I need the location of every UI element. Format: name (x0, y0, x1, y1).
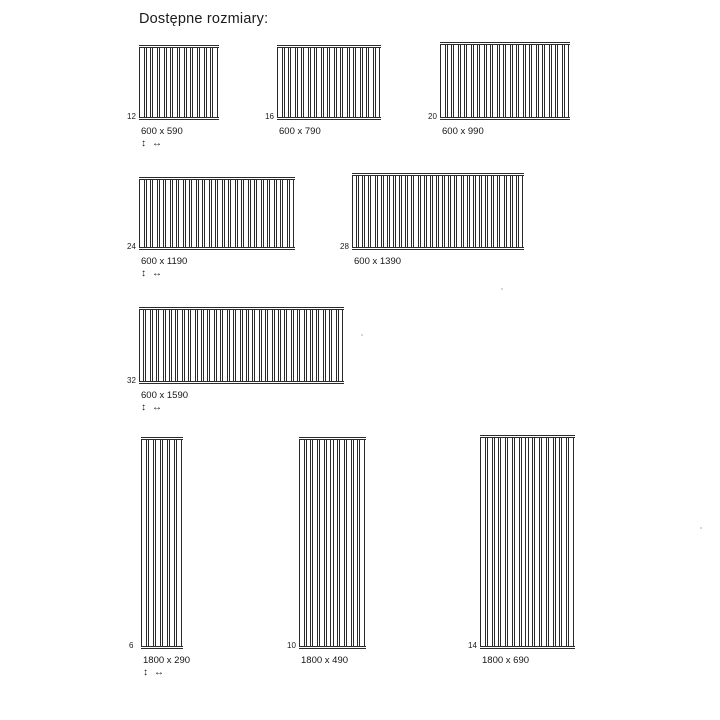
radiator-tube (456, 173, 461, 250)
radiator-tube (248, 307, 253, 384)
radiator-tube (342, 45, 348, 120)
radiator-bottom-rail (139, 381, 344, 384)
size-label: 600 x 1190 (141, 256, 188, 267)
radiator-tube (368, 45, 374, 120)
radiator-tube (299, 307, 304, 384)
radiator-tube (420, 173, 425, 250)
radiator-tube (229, 307, 234, 384)
radiator-tube (242, 307, 247, 384)
radiator-tube (204, 177, 210, 250)
radiator-illustration (299, 437, 366, 649)
radiator-tube (148, 437, 154, 649)
radiator-tube (274, 307, 279, 384)
radiator-tube (312, 437, 318, 649)
radiator-tube (333, 437, 339, 649)
radiator-tube (514, 435, 520, 649)
radiator-top-rail (139, 45, 219, 48)
radiator-tube (178, 177, 184, 250)
radiator-tube (440, 42, 446, 120)
radiator-tube (426, 173, 431, 250)
radiator-tube (499, 173, 504, 250)
radiator-tube (310, 45, 316, 120)
radiator-tube (475, 173, 480, 250)
radiator-tube (383, 173, 388, 250)
radiator-tube (336, 45, 342, 120)
radiator-bottom-rail (139, 117, 219, 120)
radiator-tube (460, 42, 466, 120)
radiator-tube (323, 45, 329, 120)
dimension-icons (141, 138, 168, 149)
radiator-tube (486, 42, 492, 120)
radiator-tube (370, 173, 375, 250)
radiator-tube (331, 307, 336, 384)
radiator-tube (165, 307, 170, 384)
radiator-tube (506, 173, 511, 250)
page-title: Dostępne rozmiary: (139, 11, 269, 27)
radiator-tube (158, 307, 163, 384)
tube-count-label: 28 (340, 242, 349, 251)
radiator-tube (203, 307, 208, 384)
radiator-tube (557, 42, 563, 120)
radiator-illustration (141, 437, 183, 649)
radiator-tube (224, 177, 230, 250)
radiator-tube (413, 173, 418, 250)
size-label: 600 x 1590 (141, 390, 189, 401)
radiator-tube (276, 177, 282, 250)
radiator-tube (162, 437, 168, 649)
tube-count-label: 20 (428, 112, 437, 121)
radiator-tube (212, 45, 218, 120)
radiator-tube (450, 173, 455, 250)
radiator-illustration (480, 435, 575, 649)
tube-count-label: 10 (287, 641, 296, 650)
radiator-top-rail (277, 45, 381, 48)
radiator-tube (256, 177, 262, 250)
radiator-tube (172, 45, 178, 120)
size-label: 600 x 1390 (354, 256, 402, 267)
radiator-tube (185, 177, 191, 250)
radiator-tube (139, 307, 144, 384)
radiator-tube (505, 42, 511, 120)
radiator-tube (463, 173, 468, 250)
size-label: 600 x 990 (442, 126, 484, 137)
radiator-tube (284, 45, 290, 120)
radiator-top-rail (480, 435, 575, 438)
radiator-tube (217, 177, 223, 250)
radiator-tube (186, 45, 192, 120)
radiator-tube (534, 435, 540, 649)
radiator-tube (282, 177, 288, 250)
radiator-tube (152, 177, 158, 250)
radiator-tube (237, 177, 243, 250)
radiator-tube (184, 307, 189, 384)
radiator-tube (146, 45, 152, 120)
radiator-tube (326, 437, 332, 649)
radiator-top-rail (299, 437, 366, 440)
radiator-tube (286, 307, 291, 384)
radiator-tube (250, 177, 256, 250)
radiator-tube (269, 177, 275, 250)
radiator-top-rail (139, 307, 344, 310)
radiator-tube (480, 435, 486, 649)
radiator-tube (339, 437, 345, 649)
radiator-tube (507, 435, 513, 649)
radiator-bottom-rail (352, 247, 524, 250)
radiator-tube (209, 307, 214, 384)
dimension-icons (143, 667, 170, 678)
horizontal-arrow-icon: ↔ (152, 268, 168, 279)
radiator-tube (280, 307, 285, 384)
radiator-tube (152, 307, 157, 384)
radiator-tube (216, 307, 221, 384)
radiator-tube (353, 437, 359, 649)
radiator-tube (541, 435, 547, 649)
paper-speck (700, 527, 702, 529)
radiator-illustration (139, 307, 344, 384)
radiator-tube (355, 45, 361, 120)
radiator-tube (289, 177, 295, 250)
radiator-tube (512, 173, 517, 250)
radiator-tube (329, 45, 335, 120)
tube-count-label: 6 (129, 641, 134, 650)
tube-count-label: 12 (127, 112, 136, 121)
radiator-tube (487, 435, 493, 649)
radiator-tube (159, 45, 165, 120)
radiator-tube (152, 45, 158, 120)
size-label: 1800 x 490 (301, 655, 349, 666)
radiator-tube (444, 173, 449, 250)
dimension-icons (141, 268, 168, 279)
radiator-illustration (139, 177, 295, 250)
radiator-tube (492, 42, 498, 120)
horizontal-arrow-icon: ↔ (152, 138, 168, 149)
radiator-tube (568, 435, 574, 649)
radiator-top-rail (139, 177, 295, 180)
radiator-tube (479, 42, 485, 120)
radiator-bottom-rail (299, 646, 366, 649)
radiator-tube (199, 45, 205, 120)
radiator-tube (171, 307, 176, 384)
radiator-tube (222, 307, 227, 384)
radiator-illustration (139, 45, 219, 120)
horizontal-arrow-icon: ↔ (152, 402, 168, 413)
tube-count-label: 32 (127, 376, 136, 385)
radiator-tube (139, 177, 145, 250)
radiator-bottom-rail (440, 117, 570, 120)
radiator-tube (211, 177, 217, 250)
radiator-tube (518, 42, 524, 120)
radiator-tube (555, 435, 561, 649)
radiator-tube (364, 173, 369, 250)
radiator-tube (254, 307, 259, 384)
vertical-arrow-icon: ↕ (141, 138, 152, 149)
radiator-tube (169, 437, 175, 649)
tube-count-label: 16 (265, 112, 274, 121)
radiator-tube (525, 42, 531, 120)
radiator-tube (159, 177, 165, 250)
radiator-top-rail (141, 437, 183, 440)
radiator-bottom-rail (480, 646, 575, 649)
radiator-tube (561, 435, 567, 649)
radiator-tube (243, 177, 249, 250)
vertical-arrow-icon: ↕ (141, 268, 152, 279)
radiator-tube (453, 42, 459, 120)
radiator-tube (352, 173, 357, 250)
radiator-tube (318, 307, 323, 384)
radiator-tube (469, 173, 474, 250)
radiator-tube (447, 42, 453, 120)
radiator-tube (198, 177, 204, 250)
radiator-tube (407, 173, 412, 250)
radiator-tube (548, 435, 554, 649)
radiator-tube (166, 45, 172, 120)
vertical-arrow-icon: ↕ (143, 667, 154, 678)
radiator-tube (518, 173, 523, 250)
radiator-tube (358, 173, 363, 250)
radiator-tube (395, 173, 400, 250)
radiator-tube (176, 437, 182, 649)
radiator-tube (401, 173, 406, 250)
radiator-tube (165, 177, 171, 250)
radiator-tube (139, 45, 145, 120)
radiator-tube (293, 307, 298, 384)
radiator-tube (362, 45, 368, 120)
size-label: 600 x 590 (141, 126, 183, 137)
radiator-tube (303, 45, 309, 120)
radiator-tube (349, 45, 355, 120)
radiator-tube (299, 437, 305, 649)
radiator-illustration (440, 42, 570, 120)
radiator-tube (493, 173, 498, 250)
radiator-tube (481, 173, 486, 250)
radiator-tube (177, 307, 182, 384)
radiator-tube (551, 42, 557, 120)
radiator-tube (230, 177, 236, 250)
radiator-tube (263, 177, 269, 250)
radiator-tube (500, 435, 506, 649)
radiator-tube (235, 307, 240, 384)
radiator-tube (155, 437, 161, 649)
radiator-tube (544, 42, 550, 120)
radiator-tube (190, 307, 195, 384)
radiator-tube (172, 177, 178, 250)
radiator-tube (389, 173, 394, 250)
radiator-tube (325, 307, 330, 384)
radiator-bottom-rail (277, 117, 381, 120)
radiator-tube (473, 42, 479, 120)
vertical-arrow-icon: ↕ (141, 402, 152, 413)
radiator-tube (297, 45, 303, 120)
size-label: 1800 x 690 (482, 655, 530, 666)
radiator-tube (146, 177, 152, 250)
radiator-tube (197, 307, 202, 384)
radiator-tube (141, 437, 147, 649)
radiator-tube (267, 307, 272, 384)
radiator-tube (499, 42, 505, 120)
radiator-tube (375, 45, 381, 120)
radiator-tube (512, 42, 518, 120)
radiator-tube (261, 307, 266, 384)
radiator-top-rail (352, 173, 524, 176)
radiator-tube (466, 42, 472, 120)
dimension-icons (141, 402, 168, 413)
radiator-tube (538, 42, 544, 120)
radiator-tube (179, 45, 185, 120)
radiator-tube (377, 173, 382, 250)
radiator-tube (346, 437, 352, 649)
radiator-tube (145, 307, 150, 384)
radiator-tube (438, 173, 443, 250)
radiator-tube (290, 45, 296, 120)
radiator-tube (487, 173, 492, 250)
radiator-tube (521, 435, 527, 649)
radiator-top-rail (440, 42, 570, 45)
horizontal-arrow-icon: ↔ (154, 667, 170, 678)
radiator-tube (191, 177, 197, 250)
radiator-illustration (277, 45, 381, 120)
radiator-tube (312, 307, 317, 384)
paper-speck (501, 288, 503, 290)
radiator-illustration (352, 173, 524, 250)
tube-count-label: 14 (468, 641, 477, 650)
radiator-tube (432, 173, 437, 250)
radiator-tube (359, 437, 365, 649)
radiator-tube (319, 437, 325, 649)
radiator-tube (316, 45, 322, 120)
tube-count-label: 24 (127, 242, 136, 251)
radiator-bottom-rail (139, 247, 295, 250)
radiator-tube (192, 45, 198, 120)
radiator-tube (494, 435, 500, 649)
radiator-tube (528, 435, 534, 649)
radiator-tube (306, 307, 311, 384)
size-label: 1800 x 290 (143, 655, 191, 666)
radiator-tube (206, 45, 212, 120)
radiator-tube (564, 42, 570, 120)
radiator-tube (531, 42, 537, 120)
radiator-tube (338, 307, 343, 384)
radiator-tube (306, 437, 312, 649)
paper-speck (361, 334, 363, 336)
radiator-tube (277, 45, 283, 120)
radiator-bottom-rail (141, 646, 183, 649)
size-label: 600 x 790 (279, 126, 321, 137)
